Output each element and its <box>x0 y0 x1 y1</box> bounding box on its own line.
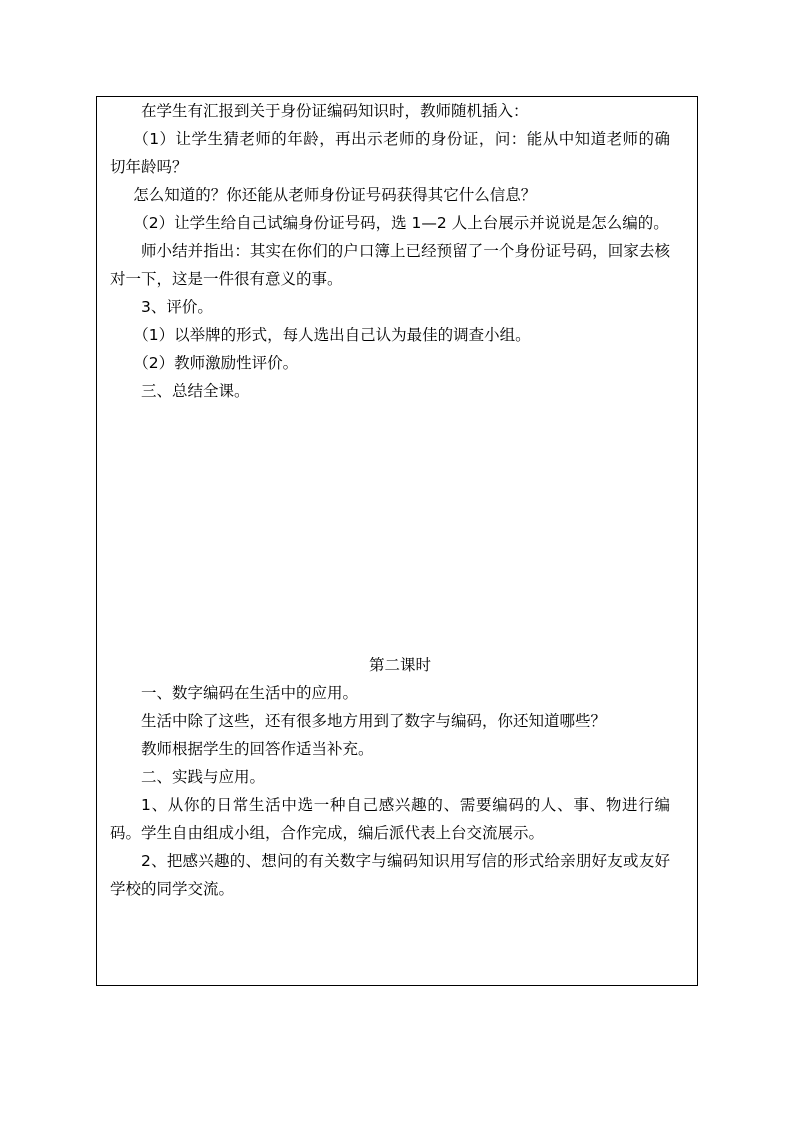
lesson-content <box>110 97 670 903</box>
paragraph: 师小结并指出：其实在你们的户口簿上已经预留了一个身份证号码，回家去核对一下，这是一件很有意义的事。 <box>110 242 670 288</box>
paragraph: 在学生有汇报到关于身份证编码知识时，教师随机插入： <box>141 102 529 120</box>
section-heading: 第二课时 <box>368 656 431 674</box>
paragraph: 一、数字编码在生活中的应用。 <box>141 684 359 702</box>
paragraph: （2）教师激励性评价。 <box>133 354 299 372</box>
blank-space <box>110 405 670 651</box>
paragraph: 教师根据学生的回答作适当补充。 <box>141 740 374 758</box>
paragraph: 3、评价。 <box>141 298 213 316</box>
paragraph: （1）以举牌的形式，每人选出自己认为最佳的调查小组。 <box>133 326 531 344</box>
paragraph: 2、把感兴趣的、想问的有关数字与编码知识用写信的形式给亲朋好友或友好学校的同学交流。 <box>110 852 670 898</box>
paragraph: （1）让学生猜老师的年龄，再出示老师的身份证，问：能从中知道老师的确切年龄吗？ <box>110 130 670 176</box>
paragraph: 生活中除了这些，还有很多地方用到了数字与编码，你还知道哪些？ <box>141 712 607 730</box>
paragraph: （2）让学生给自己试编身份证号码，选 1—2 人上台展示并说说是怎么编的。 <box>133 214 669 232</box>
paragraph: 怎么知道的？你还能从老师身份证号码获得其它什么信息？ <box>133 186 537 204</box>
paragraph: 二、实践与应用。 <box>141 768 266 786</box>
paragraph: 三、总结全课。 <box>141 382 250 400</box>
paragraph: 1、从你的日常生活中选一种自己感兴趣的、需要编码的人、事、物进行编码。学生自由组成小组，合作完成，编后派代表上台交流展示。 <box>110 796 670 842</box>
